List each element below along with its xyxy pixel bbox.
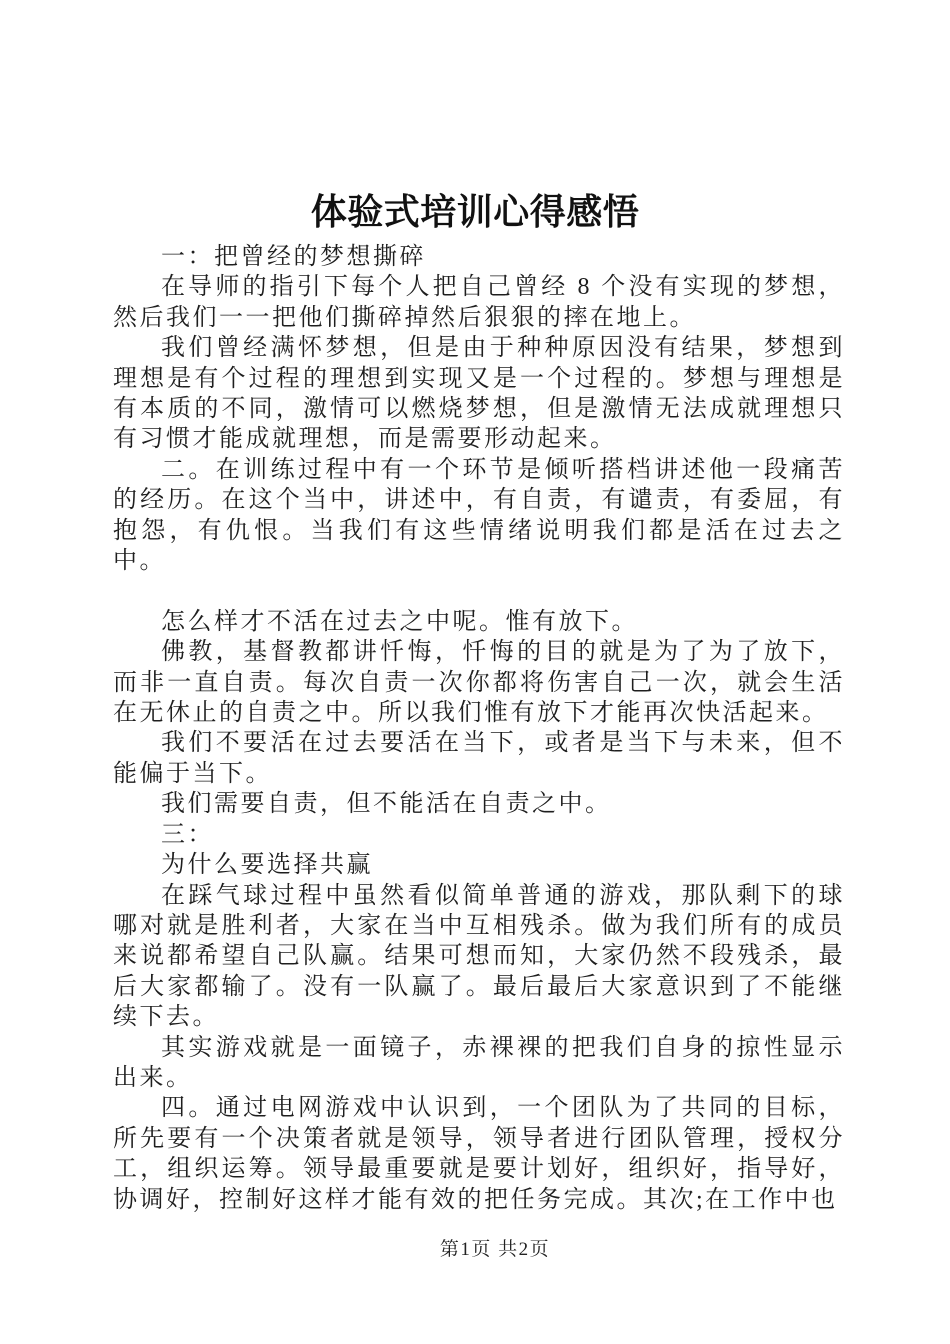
paragraph: 佛教，基督教都讲忏悔，忏悔的目的就是为了为了放下，而非一直自责。每次自责一次你都将伤害自己一次，就会生活在无休止的自责之中。所以我们惟有放下才能再次快活起来。 [113, 639, 845, 727]
paragraph: 其实游戏就是一面镜子，赤裸裸的把我们自身的掠性显示出来。 [113, 1034, 845, 1091]
paragraph: 一：把曾经的梦想撕碎 [161, 244, 426, 270]
paragraph: 在踩气球过程中虽然看似简单普通的游戏，那队剩下的球哪对就是胜利者，大家在当中互相残杀。做为我们所有的成员来说都希望自己队赢。结果可想而知，大家仍然不段残杀，最后大家都输了。没有一队赢了。最后最后大家意识到了不能继续下去。 [113, 882, 845, 1031]
paragraph: 在导师的指引下每个人把自己曾经 8 个没有实现的梦想，然后我们一一把他们撕碎掉然后狠狠的摔在地上。 [113, 274, 845, 331]
page-number-indicator: 第1页 共2页 [439, 1239, 551, 1260]
paragraph: 怎么样才不活在过去之中呢。惟有放下。 [161, 608, 638, 635]
page-footer [20, 1237, 950, 1263]
document-body [113, 242, 845, 1215]
paragraph: 我们不要活在过去要活在当下，或者是当下与未来，但不能偏于当下。 [113, 730, 845, 787]
paragraph: 二。在训练过程中有一个环节是倾听搭档讲述他一段痛苦的经历。在这个当中，讲述中，有自责，有谴责，有委屈，有抱怨，有仇恨。当我们有这些情绪说明我们都是活在过去之中。 [113, 456, 845, 575]
paragraph: 我们曾经满怀梦想，但是由于种种原因没有结果，梦想到理想是有个过程的理想到实现又是一个过程的。梦想与理想是有本质的不同，激情可以燃烧梦想，但是激情无法成就理想只有习惯才能成就理想，而是需要形动起来。 [113, 335, 845, 453]
paragraph [113, 576, 845, 606]
paragraph: 四。通过电网游戏中认识到，一个团队为了共同的目标，所先要有一个决策者就是领导，领导者进行团队管理，授权分工，组织运筹。领导最重要就是要计划好，组织好，指导好，协调好，控制好这样才能有效的把任务完成。其次;在工作中也 [113, 1095, 845, 1213]
paragraph: 为什么要选择共赢 [161, 852, 373, 879]
paragraph: 我们需要自责，但不能活在自责之中。 [161, 791, 612, 818]
paragraph: 三： [161, 821, 214, 848]
document-title: 体验式培训心得感悟 [310, 192, 640, 232]
